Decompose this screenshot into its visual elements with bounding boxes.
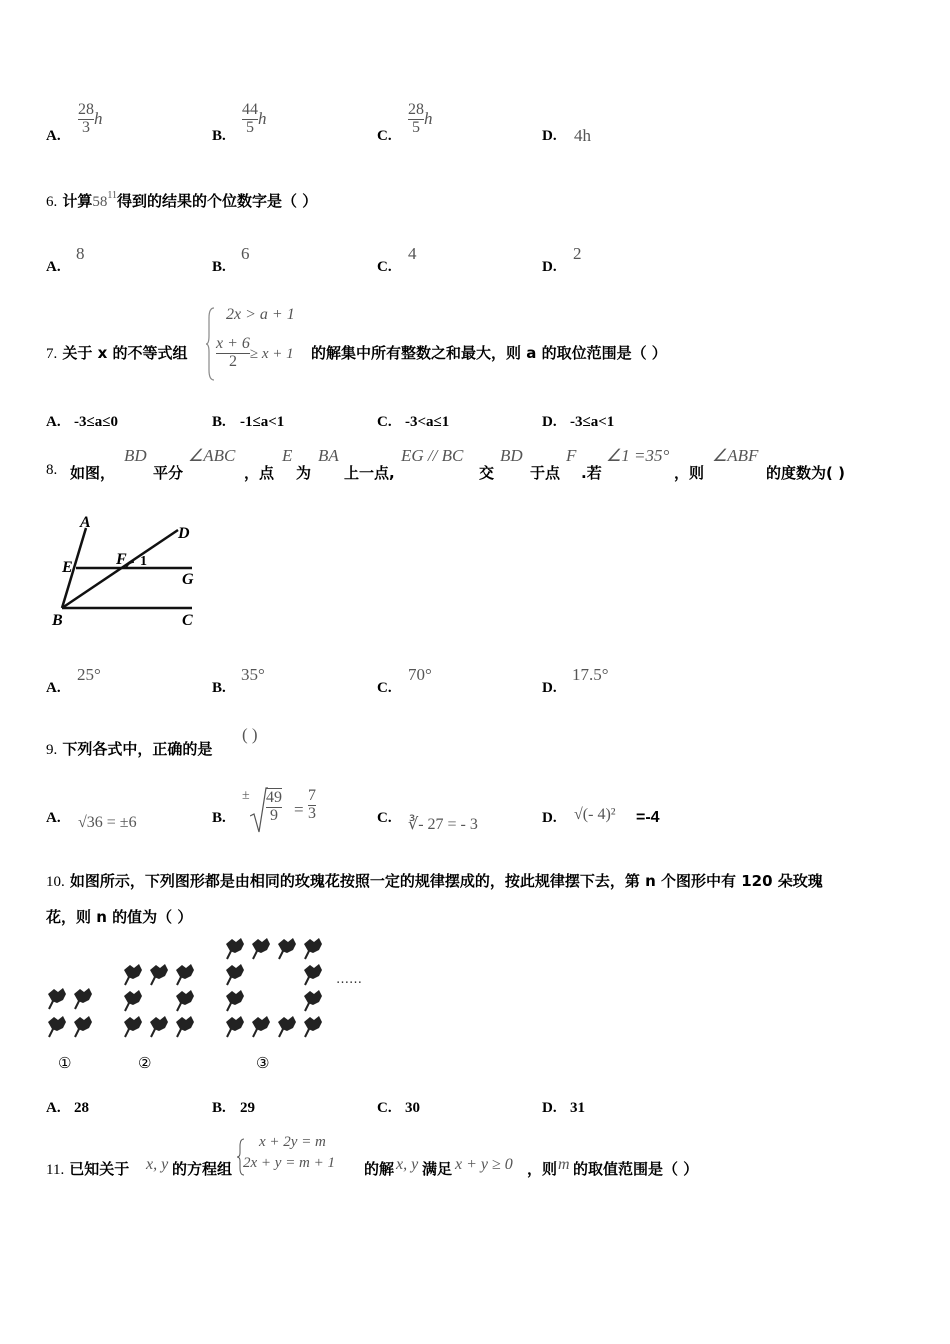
q8-option-d-value: 17.5° <box>572 665 609 684</box>
q11-m: m <box>558 1156 570 1173</box>
rose-icon <box>252 1016 270 1037</box>
rose-icon <box>226 990 244 1011</box>
q10-option-b-value: 29 <box>240 1100 255 1116</box>
q9-option-d-suffix: =-4 <box>636 809 660 826</box>
q6-power: $58^{11}$ <box>92 190 117 210</box>
figure-1-caption: ① <box>58 1054 72 1072</box>
rose-icon <box>48 988 66 1009</box>
point-d-label: D <box>178 525 190 542</box>
q8-stem: 8. 如图， BD 平分 ∠ABC ，点 E 为 BA 上一点, EG // BC 交 BD 于点 F .若 ∠1 =35° ，则 ∠ABF 的度数为( ) <box>46 446 845 482</box>
q11-text5: ，则 <box>527 1160 558 1178</box>
point-e-label: E <box>62 559 73 576</box>
q7-option-b-value: -1≤a<1 <box>240 414 285 430</box>
rose-icon <box>226 938 244 959</box>
q11-stem-start: 11. 已知关于 <box>46 1160 130 1178</box>
q10-option-a-value: 28 <box>74 1100 89 1116</box>
q8-option-c-label: C. <box>377 680 392 696</box>
q6-option-b-value: 6 <box>241 244 250 263</box>
q10-option-d-value: 31 <box>570 1100 585 1116</box>
q8-option-b-label: B. <box>212 680 226 696</box>
q11-equation-system: x + 2y = m 2x + y = m + 1 <box>237 1134 362 1180</box>
q9-stem: 9. 下列各式中，正确的是 <box>46 740 213 758</box>
q7-ineq-1: 2x > a + 1 <box>226 306 295 323</box>
rose-icon <box>150 964 168 985</box>
q6-option-a-value: 8 <box>76 244 85 263</box>
q10-rose-figures <box>40 932 400 1077</box>
q7-option-c-label: C. <box>377 414 392 430</box>
rose-icon <box>124 990 142 1011</box>
q8-option-c-value: 70° <box>408 665 432 684</box>
rose-icon <box>304 964 322 985</box>
rose-icon <box>176 990 194 1011</box>
q8-option-d-label: D. <box>542 680 557 696</box>
q11-text6: 的取值范围是（ ） <box>573 1160 699 1178</box>
q5-option-d-label: D. <box>542 128 557 144</box>
rose-icon <box>74 1016 92 1037</box>
rose-icon <box>252 938 270 959</box>
q7-text-after: 的解集中所有整数之和最大，则 a 的取位范围是（ ） <box>311 344 667 362</box>
q11-text2: 的方程组 <box>172 1160 233 1178</box>
q6-option-a-label: A. <box>46 259 61 275</box>
q9-option-b-value: ± 49 9 = 7 3 <box>242 786 332 836</box>
parallel-lines-diagram <box>44 508 214 633</box>
rose-icon <box>48 1016 66 1037</box>
q9-option-a-value: √36 = ±6 <box>78 814 137 831</box>
rose-icon <box>278 1016 296 1037</box>
q5-option-c-value: $\frac{28}{5}$ h <box>408 101 433 136</box>
q8-option-a-value: 25° <box>77 665 101 684</box>
q6-option-c-label: C. <box>377 259 392 275</box>
q11-text3: 的解 <box>364 1160 395 1178</box>
rose-icon <box>278 938 296 959</box>
q7-ineq-2: $\frac{x + 6}{2}$ ≥ x + 1 <box>216 335 294 370</box>
q11-text4: 满足 <box>422 1160 453 1178</box>
figure-ellipsis: …… <box>336 972 362 987</box>
q5-option-b-label: B. <box>212 128 226 144</box>
q6-option-b-label: B. <box>212 259 226 275</box>
q6-stem: 6. 计算$58^{11}$得到的结果的个位数字是（ ） <box>46 190 318 210</box>
q9-option-d-value: √(- 4)² <box>574 806 616 823</box>
rose-icon <box>226 1016 244 1037</box>
rose-icon <box>304 1016 322 1037</box>
figure-3-caption: ③ <box>256 1054 270 1072</box>
q9-option-a-label: A. <box>46 810 61 826</box>
rose-icon <box>226 964 244 985</box>
q8-option-b-value: 35° <box>241 665 265 684</box>
point-f-label: F <box>116 551 127 568</box>
q6-option-d-label: D. <box>542 259 557 275</box>
point-c-label: C <box>182 612 193 629</box>
rose-icon <box>124 1016 142 1037</box>
q10-stem-line2: 花，则 n 的值为（ ） <box>46 908 193 926</box>
figure-2-caption: ② <box>138 1054 152 1072</box>
q8-option-a-label: A. <box>46 680 61 696</box>
rose-pattern-figure <box>40 932 400 1042</box>
q9-option-b-label: B. <box>212 810 226 826</box>
q7-option-c-value: -3<a≤1 <box>405 414 450 430</box>
q10-option-c-label: C. <box>377 1100 392 1116</box>
q5-option-a-value: $\frac{28}{3}$ h <box>78 101 103 136</box>
q9-option-d-label: D. <box>542 810 557 826</box>
rose-icon <box>74 988 92 1009</box>
q10-stem-line1: 10. 如图所示，下列图形都是由相同的玫瑰花按照一定的规律摆成的，按此规律摆下去，第 n 个图形中有 120 朵玫瑰 <box>46 872 823 890</box>
q11-vars-2: x, y <box>396 1156 419 1173</box>
q9-option-c-value: ∛- 27 = - 3 <box>408 816 478 833</box>
q10-option-a-label: A. <box>46 1100 61 1116</box>
rose-icon <box>304 990 322 1011</box>
q6-option-c-value: 4 <box>408 244 417 263</box>
q10-option-d-label: D. <box>542 1100 557 1116</box>
point-g-label: G <box>182 571 194 588</box>
q10-option-c-value: 30 <box>405 1100 420 1116</box>
rose-icon <box>150 1016 168 1037</box>
q11-vars: x, y <box>146 1156 169 1173</box>
left-brace-icon <box>206 306 216 382</box>
q7-inequality-system <box>206 302 310 382</box>
q9-paren: ( ) <box>242 725 258 744</box>
angle-1-label: 1 <box>140 554 147 569</box>
q7-option-b-label: B. <box>212 414 226 430</box>
rose-icon <box>304 938 322 959</box>
q5-option-a-label: A. <box>46 128 61 144</box>
rose-icon <box>176 1016 194 1037</box>
q5-option-b-value: $\frac{44}{5}$ h <box>242 101 267 136</box>
point-a-label: A <box>80 514 91 531</box>
q9-option-c-label: C. <box>377 810 392 826</box>
q7-number-text: 7. 关于 x 的不等式组 <box>46 344 188 362</box>
q5-option-d-value: 4h <box>574 126 591 145</box>
q8-geometry-figure <box>44 508 214 633</box>
q7-option-a-label: A. <box>46 414 61 430</box>
q11-condition: x + y ≥ 0 <box>455 1156 513 1173</box>
q5-option-c-label: C. <box>377 128 392 144</box>
rose-icon <box>176 964 194 985</box>
q6-option-d-value: 2 <box>573 244 582 263</box>
rose-icon <box>124 964 142 985</box>
q10-option-b-label: B. <box>212 1100 226 1116</box>
point-b-label: B <box>52 612 63 629</box>
q7-option-d-value: -3≤a<1 <box>570 414 615 430</box>
q7-option-a-value: -3≤a≤0 <box>74 414 118 430</box>
q7-option-d-label: D. <box>542 414 557 430</box>
